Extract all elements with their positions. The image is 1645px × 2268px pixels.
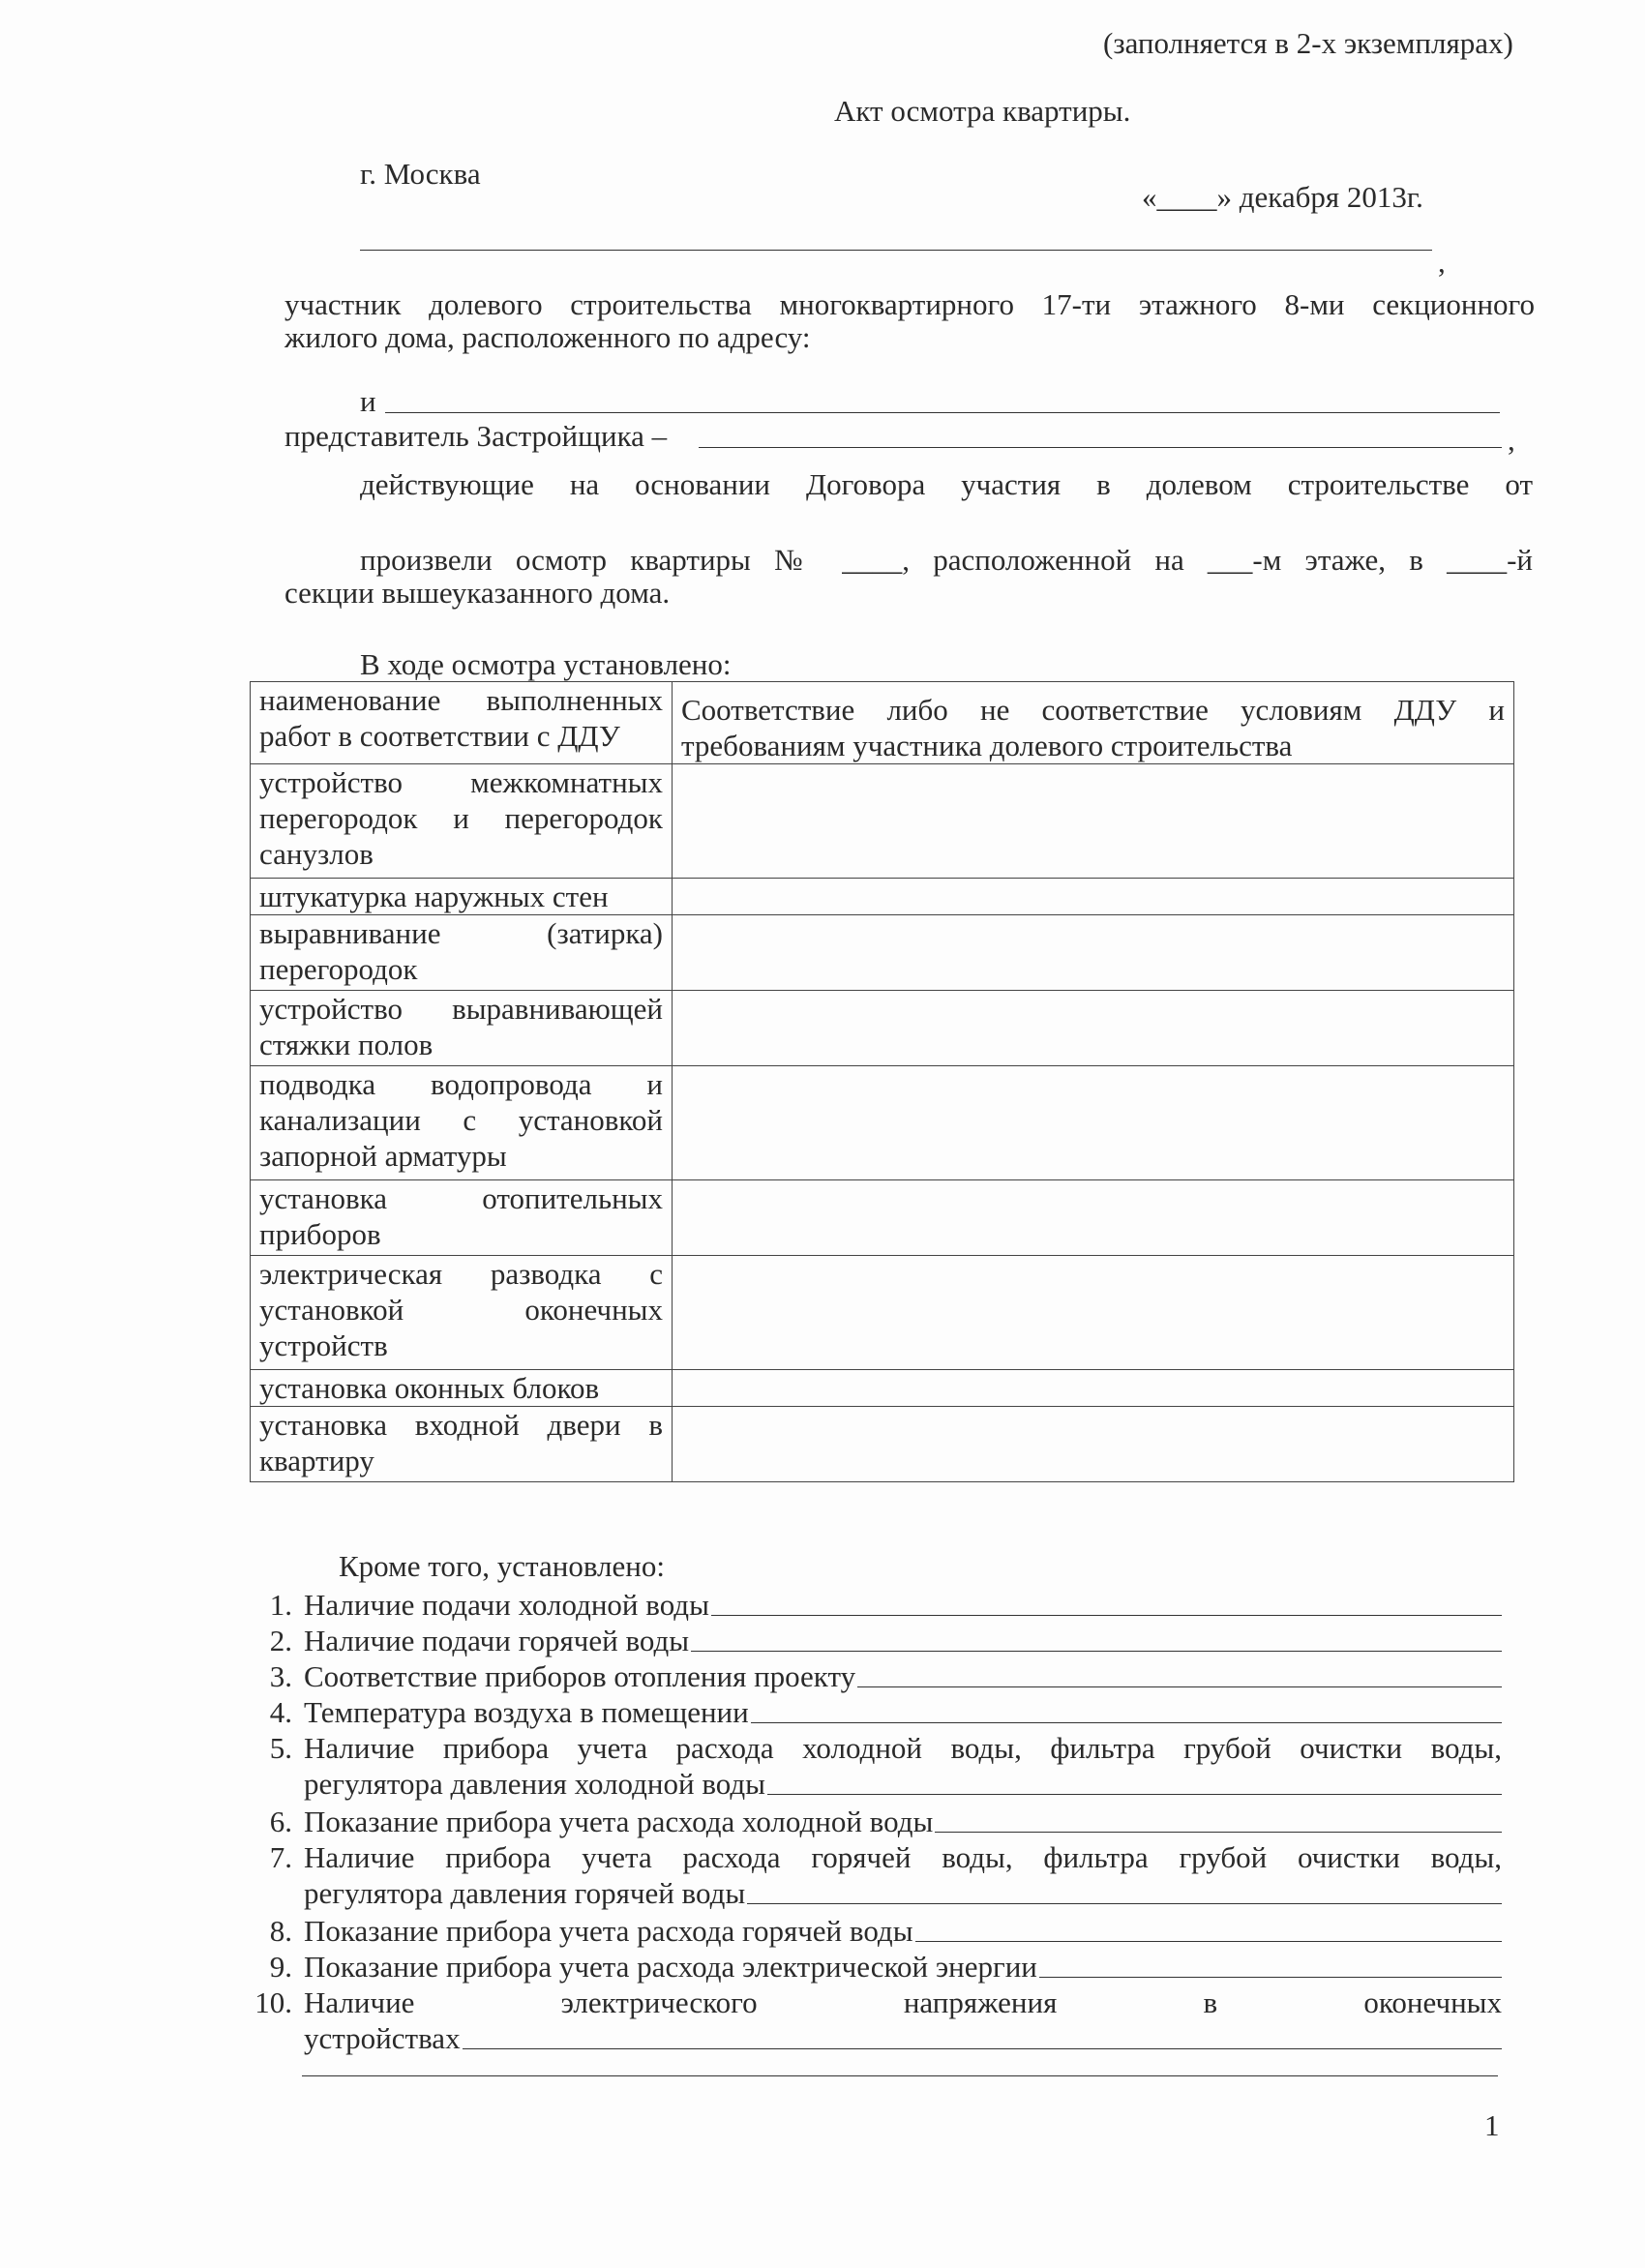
participant-text-2: жилого дома, расположенного по адресу: bbox=[284, 320, 811, 354]
list-number: 8. bbox=[269, 1914, 292, 1948]
list-number: 3. bbox=[269, 1659, 292, 1693]
comma-1: , bbox=[1438, 245, 1446, 279]
and-line bbox=[385, 412, 1500, 413]
compliance-cell[interactable] bbox=[673, 1180, 1514, 1256]
act-date: «____» декабря 2013г. bbox=[1142, 180, 1423, 214]
document-title: Акт осмотра квартиры. bbox=[834, 94, 1131, 128]
fill-line[interactable] bbox=[751, 1722, 1502, 1723]
list-text: Наличие прибора учета расхода горячей воды, фильтра грубой очистки воды, bbox=[304, 1840, 1502, 1874]
compliance-cell[interactable] bbox=[673, 1370, 1514, 1407]
list-number: 9. bbox=[269, 1950, 292, 1984]
table-row bbox=[251, 1407, 1514, 1482]
work-name: установка оконных блоков bbox=[251, 1370, 673, 1407]
list-number: 1. bbox=[269, 1588, 292, 1622]
fill-line[interactable] bbox=[711, 1615, 1502, 1616]
table-row bbox=[251, 991, 1514, 1066]
table-row bbox=[251, 1066, 1514, 1180]
list-text: Наличие подачи холодной воды bbox=[304, 1588, 709, 1622]
list-text: Соответствие приборов отопления проекту bbox=[304, 1659, 856, 1693]
table-row bbox=[251, 879, 1514, 915]
comma-2: , bbox=[1508, 423, 1515, 457]
work-name: устройство межкомнатных перегородок и перегородок санузлов bbox=[251, 764, 673, 879]
developer-rep-label: представитель Застройщика – bbox=[284, 419, 668, 453]
compliance-cell[interactable] bbox=[673, 991, 1514, 1066]
table-header-compliance: Соответствие либо не соответствие условиям ДДУ и требованиям участника долевого строительства bbox=[673, 682, 1514, 764]
fill-line[interactable] bbox=[857, 1686, 1502, 1687]
fill-line[interactable] bbox=[747, 1903, 1502, 1904]
compliance-cell[interactable] bbox=[673, 764, 1514, 879]
fill-line[interactable] bbox=[935, 1832, 1502, 1833]
table-row bbox=[251, 915, 1514, 991]
city: г. Москва bbox=[360, 157, 481, 191]
fill-line[interactable] bbox=[915, 1941, 1502, 1942]
compliance-cell[interactable] bbox=[673, 879, 1514, 915]
participant-name-line bbox=[360, 250, 1432, 251]
list-text: Показание прибора учета расхода горячей воды bbox=[304, 1914, 913, 1948]
list-text: Наличие подачи горячей воды bbox=[304, 1624, 690, 1657]
work-name: установка отопительных приборов bbox=[251, 1180, 673, 1256]
acting-basis-text: действующие на основании Договора участия в долевом строительстве от bbox=[360, 467, 1533, 501]
inspection-text-2: секции вышеуказанного дома. bbox=[284, 576, 671, 610]
list-text-cont: регулятора давления горячей воды bbox=[304, 1876, 746, 1910]
table-row bbox=[251, 1180, 1514, 1256]
table-row bbox=[251, 1256, 1514, 1370]
page-number: 1 bbox=[1484, 2108, 1500, 2142]
inspection-text-1: произвели осмотр квартиры № ____, расположенной на ___-м этаже, в ____-й bbox=[360, 543, 1533, 577]
list-text: Показание прибора учета расхода электрической энергии bbox=[304, 1950, 1037, 1984]
copies-note: (заполняется в 2-х экземплярах) bbox=[1103, 26, 1513, 60]
work-name: электрическая разводка с установкой оконечных устройств bbox=[251, 1256, 673, 1370]
and-word: и bbox=[360, 384, 376, 418]
additional-heading: Кроме того, установлено: bbox=[339, 1549, 665, 1583]
developer-rep-line bbox=[699, 447, 1502, 448]
list-text: Наличие прибора учета расхода холодной воды, фильтра грубой очистки воды, bbox=[304, 1731, 1502, 1765]
list-text-cont: устройствах bbox=[304, 2021, 461, 2055]
list-text: Наличие электрического напряжения в оконечных bbox=[304, 1985, 1502, 2019]
compliance-cell[interactable] bbox=[673, 1256, 1514, 1370]
compliance-cell[interactable] bbox=[673, 1066, 1514, 1180]
table-header-row bbox=[251, 682, 1514, 764]
table-header-works: наименование выполненных работ в соответствии с ДДУ bbox=[251, 682, 673, 764]
table-row bbox=[251, 764, 1514, 879]
final-fill-line[interactable] bbox=[302, 2075, 1498, 2076]
list-number: 4. bbox=[269, 1695, 292, 1729]
compliance-cell[interactable] bbox=[673, 915, 1514, 991]
list-text-cont: регулятора давления холодной воды bbox=[304, 1767, 765, 1801]
list-text: Показание прибора учета расхода холодной воды bbox=[304, 1805, 934, 1838]
fill-line[interactable] bbox=[463, 2048, 1502, 2049]
list-number: 7. bbox=[269, 1840, 292, 1874]
fill-line[interactable] bbox=[767, 1794, 1502, 1795]
work-name: подводка водопровода и канализации с установкой запорной арматуры bbox=[251, 1066, 673, 1180]
fill-line[interactable] bbox=[691, 1651, 1502, 1652]
work-name: выравнивание (затирка) перегородок bbox=[251, 915, 673, 991]
list-number: 2. bbox=[269, 1624, 292, 1657]
table-row bbox=[251, 1370, 1514, 1407]
list-number: 6. bbox=[269, 1805, 292, 1838]
participant-text-1: участник долевого строительства многоквартирного 17-ти этажного 8-ми секционного bbox=[284, 287, 1535, 321]
work-name: устройство выравнивающей стяжки полов bbox=[251, 991, 673, 1066]
list-text: Температура воздуха в помещении bbox=[304, 1695, 749, 1729]
works-table bbox=[250, 681, 1514, 1482]
work-name: установка входной двери в квартиру bbox=[251, 1407, 673, 1482]
compliance-cell[interactable] bbox=[673, 1407, 1514, 1482]
list-number: 5. bbox=[269, 1731, 292, 1765]
list-number: 10. bbox=[254, 1985, 292, 2019]
established-label: В ходе осмотра установлено: bbox=[360, 647, 732, 681]
fill-line[interactable] bbox=[1039, 1977, 1502, 1978]
work-name: штукатурка наружных стен bbox=[251, 879, 673, 915]
